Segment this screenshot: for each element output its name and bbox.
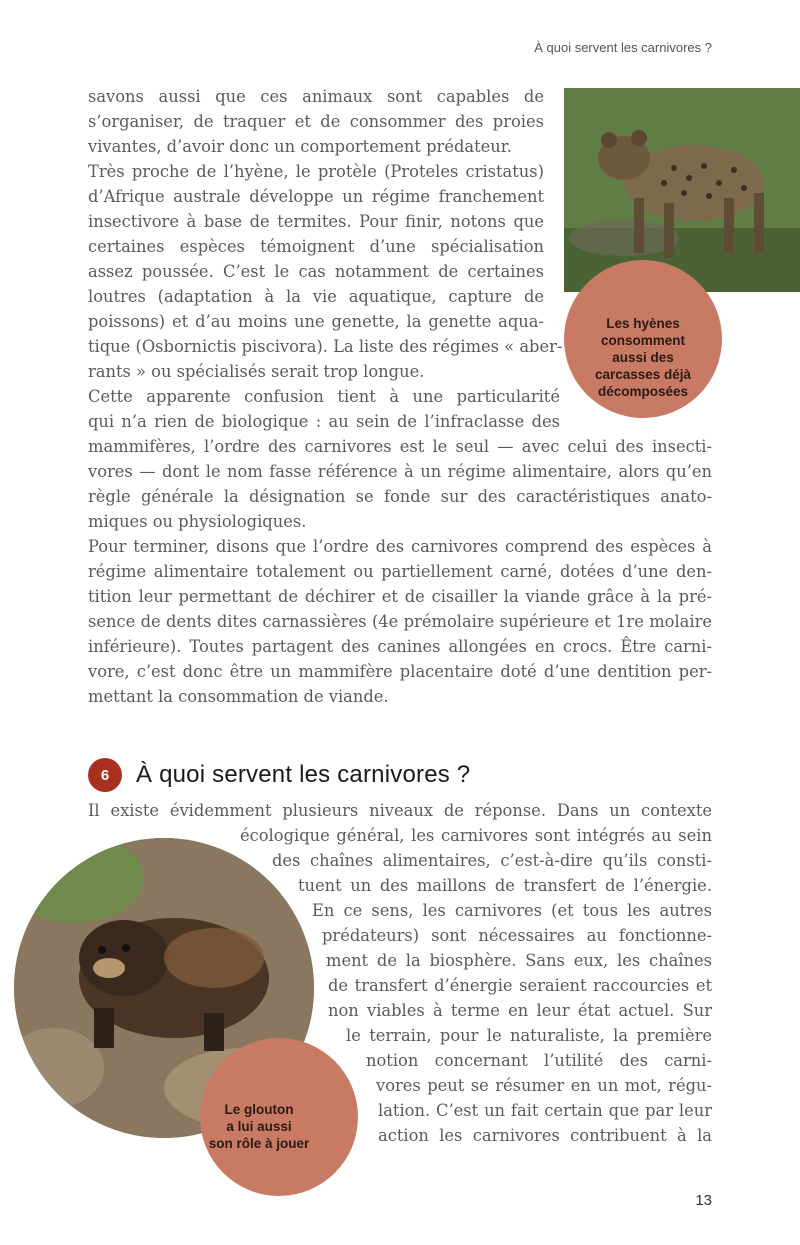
text-line: régime alimentaire totalement ou partiellement carné, dotées d’une den- bbox=[88, 562, 712, 581]
caption-line: consomment bbox=[600, 332, 685, 348]
section-title: À quoi servent les carnivores ? bbox=[136, 761, 471, 788]
text-line: mammifères, l’ordre des carnivores est le seul — avec celui des insecti- bbox=[88, 437, 712, 456]
caption-line: Les hyènes bbox=[606, 315, 680, 331]
text-line: prédateurs) sont nécessaires au fonctionne- bbox=[322, 926, 712, 945]
running-title: À quoi servent les carnivores ? bbox=[534, 40, 712, 55]
text-line: mettant la consommation de viande. bbox=[88, 687, 389, 706]
paragraph-block-2 bbox=[88, 434, 712, 709]
text-line: des chaînes alimentaires, c’est-à-dire qu’ils consti- bbox=[272, 851, 712, 870]
text-line: Très proche de l’hyène, le protèle (Proteles cristatus) bbox=[88, 162, 544, 181]
text-line: tition leur permettant de déchirer et de cisailler la viande grâce à la pré- bbox=[88, 587, 712, 606]
hyena-photo bbox=[564, 88, 800, 292]
text-line: qui n’a rien de biologique : au sein de l’infraclasse des bbox=[88, 412, 560, 431]
text-line: Cette apparente confusion tient à une particularité bbox=[88, 387, 560, 406]
text-line: En ce sens, les carnivores (et tous les autres bbox=[312, 901, 712, 920]
text-line: tuent un des maillons de transfert de l’énergie. bbox=[298, 876, 712, 895]
text-line: d’Afrique australe développe un régime franchement bbox=[88, 187, 544, 206]
caption-line: carcasses déjà bbox=[594, 366, 692, 382]
text-line: loutres (adaptation à la vie aquatique, capture de bbox=[88, 287, 544, 306]
text-line: s’organiser, de traquer et de consommer des proies bbox=[88, 112, 544, 131]
section-number-badge: 6 bbox=[88, 758, 122, 792]
caption-line: Le glouton bbox=[224, 1101, 294, 1117]
caption-line: son rôle à jouer bbox=[208, 1135, 310, 1151]
text-line: vores — dont le nom fasse référence à un régime alimentaire, alors qu’en bbox=[88, 462, 712, 481]
text-line: inférieure). Toutes partagent des canines allongées en crocs. Être carni- bbox=[88, 637, 712, 656]
caption-line: aussi des bbox=[612, 349, 674, 365]
text-line: poissons) et d’au moins une genette, la genette aqua- bbox=[88, 312, 544, 331]
text-line: de transfert d’énergie seraient raccourcies et bbox=[328, 976, 712, 995]
text-line: rants » ou spécialisés serait trop longue. bbox=[88, 362, 425, 381]
text-line: tique (Osbornictis piscivora). La liste des régimes « aber- bbox=[88, 337, 563, 356]
text-line: certaines espèces témoignent d’une spécialisation bbox=[88, 237, 544, 256]
text-line: non viables à terme en leur état actuel. Sur bbox=[328, 1001, 712, 1020]
text-line: sence de dents dites carnassières (4e prémolaire supérieure et 1re molaire bbox=[88, 612, 712, 631]
text-line: action les carnivores contribuent à la bbox=[378, 1126, 712, 1145]
text-line: assez poussée. C’est le cas notamment de certaines bbox=[88, 262, 544, 281]
section-heading bbox=[88, 758, 470, 792]
paragraph-block-1 bbox=[88, 84, 563, 434]
caption-line: décomposées bbox=[597, 383, 689, 399]
text-line: insectivore à base de termites. Pour finir, notons que bbox=[88, 212, 544, 231]
text-line: savons aussi que ces animaux sont capables de bbox=[88, 87, 544, 106]
text-line: vore, c’est donc être un mammifère placentaire doté d’une dentition per- bbox=[88, 662, 712, 681]
text-line: Pour terminer, disons que l’ordre des carnivores comprend des espèces à bbox=[88, 537, 712, 556]
text-line: miques ou physiologiques. bbox=[88, 512, 307, 531]
wolverine-caption bbox=[200, 1038, 358, 1196]
page-number: 13 bbox=[695, 1192, 712, 1209]
text-line: notion concernant l’utilité des carni- bbox=[366, 1051, 712, 1070]
text-line: ment de la biosphère. Sans eux, les chaînes bbox=[326, 951, 712, 970]
text-line: le terrain, pour le naturaliste, la première bbox=[346, 1026, 712, 1045]
text-line: vores peut se résumer en un mot, régu- bbox=[376, 1076, 712, 1095]
text-line: lation. C’est un fait certain que par leur bbox=[378, 1101, 712, 1120]
caption-line: a lui aussi bbox=[226, 1118, 292, 1134]
hyena-caption bbox=[564, 260, 722, 418]
text-line: vivantes, d’avoir donc un comportement prédateur. bbox=[88, 137, 512, 156]
text-line: règle générale la désignation se fonde sur des caractéristiques anato- bbox=[88, 487, 712, 506]
text-line: écologique général, les carnivores sont intégrés au sein bbox=[240, 826, 712, 845]
text-line: Il existe évidemment plusieurs niveaux de réponse. Dans un contexte bbox=[88, 801, 712, 820]
